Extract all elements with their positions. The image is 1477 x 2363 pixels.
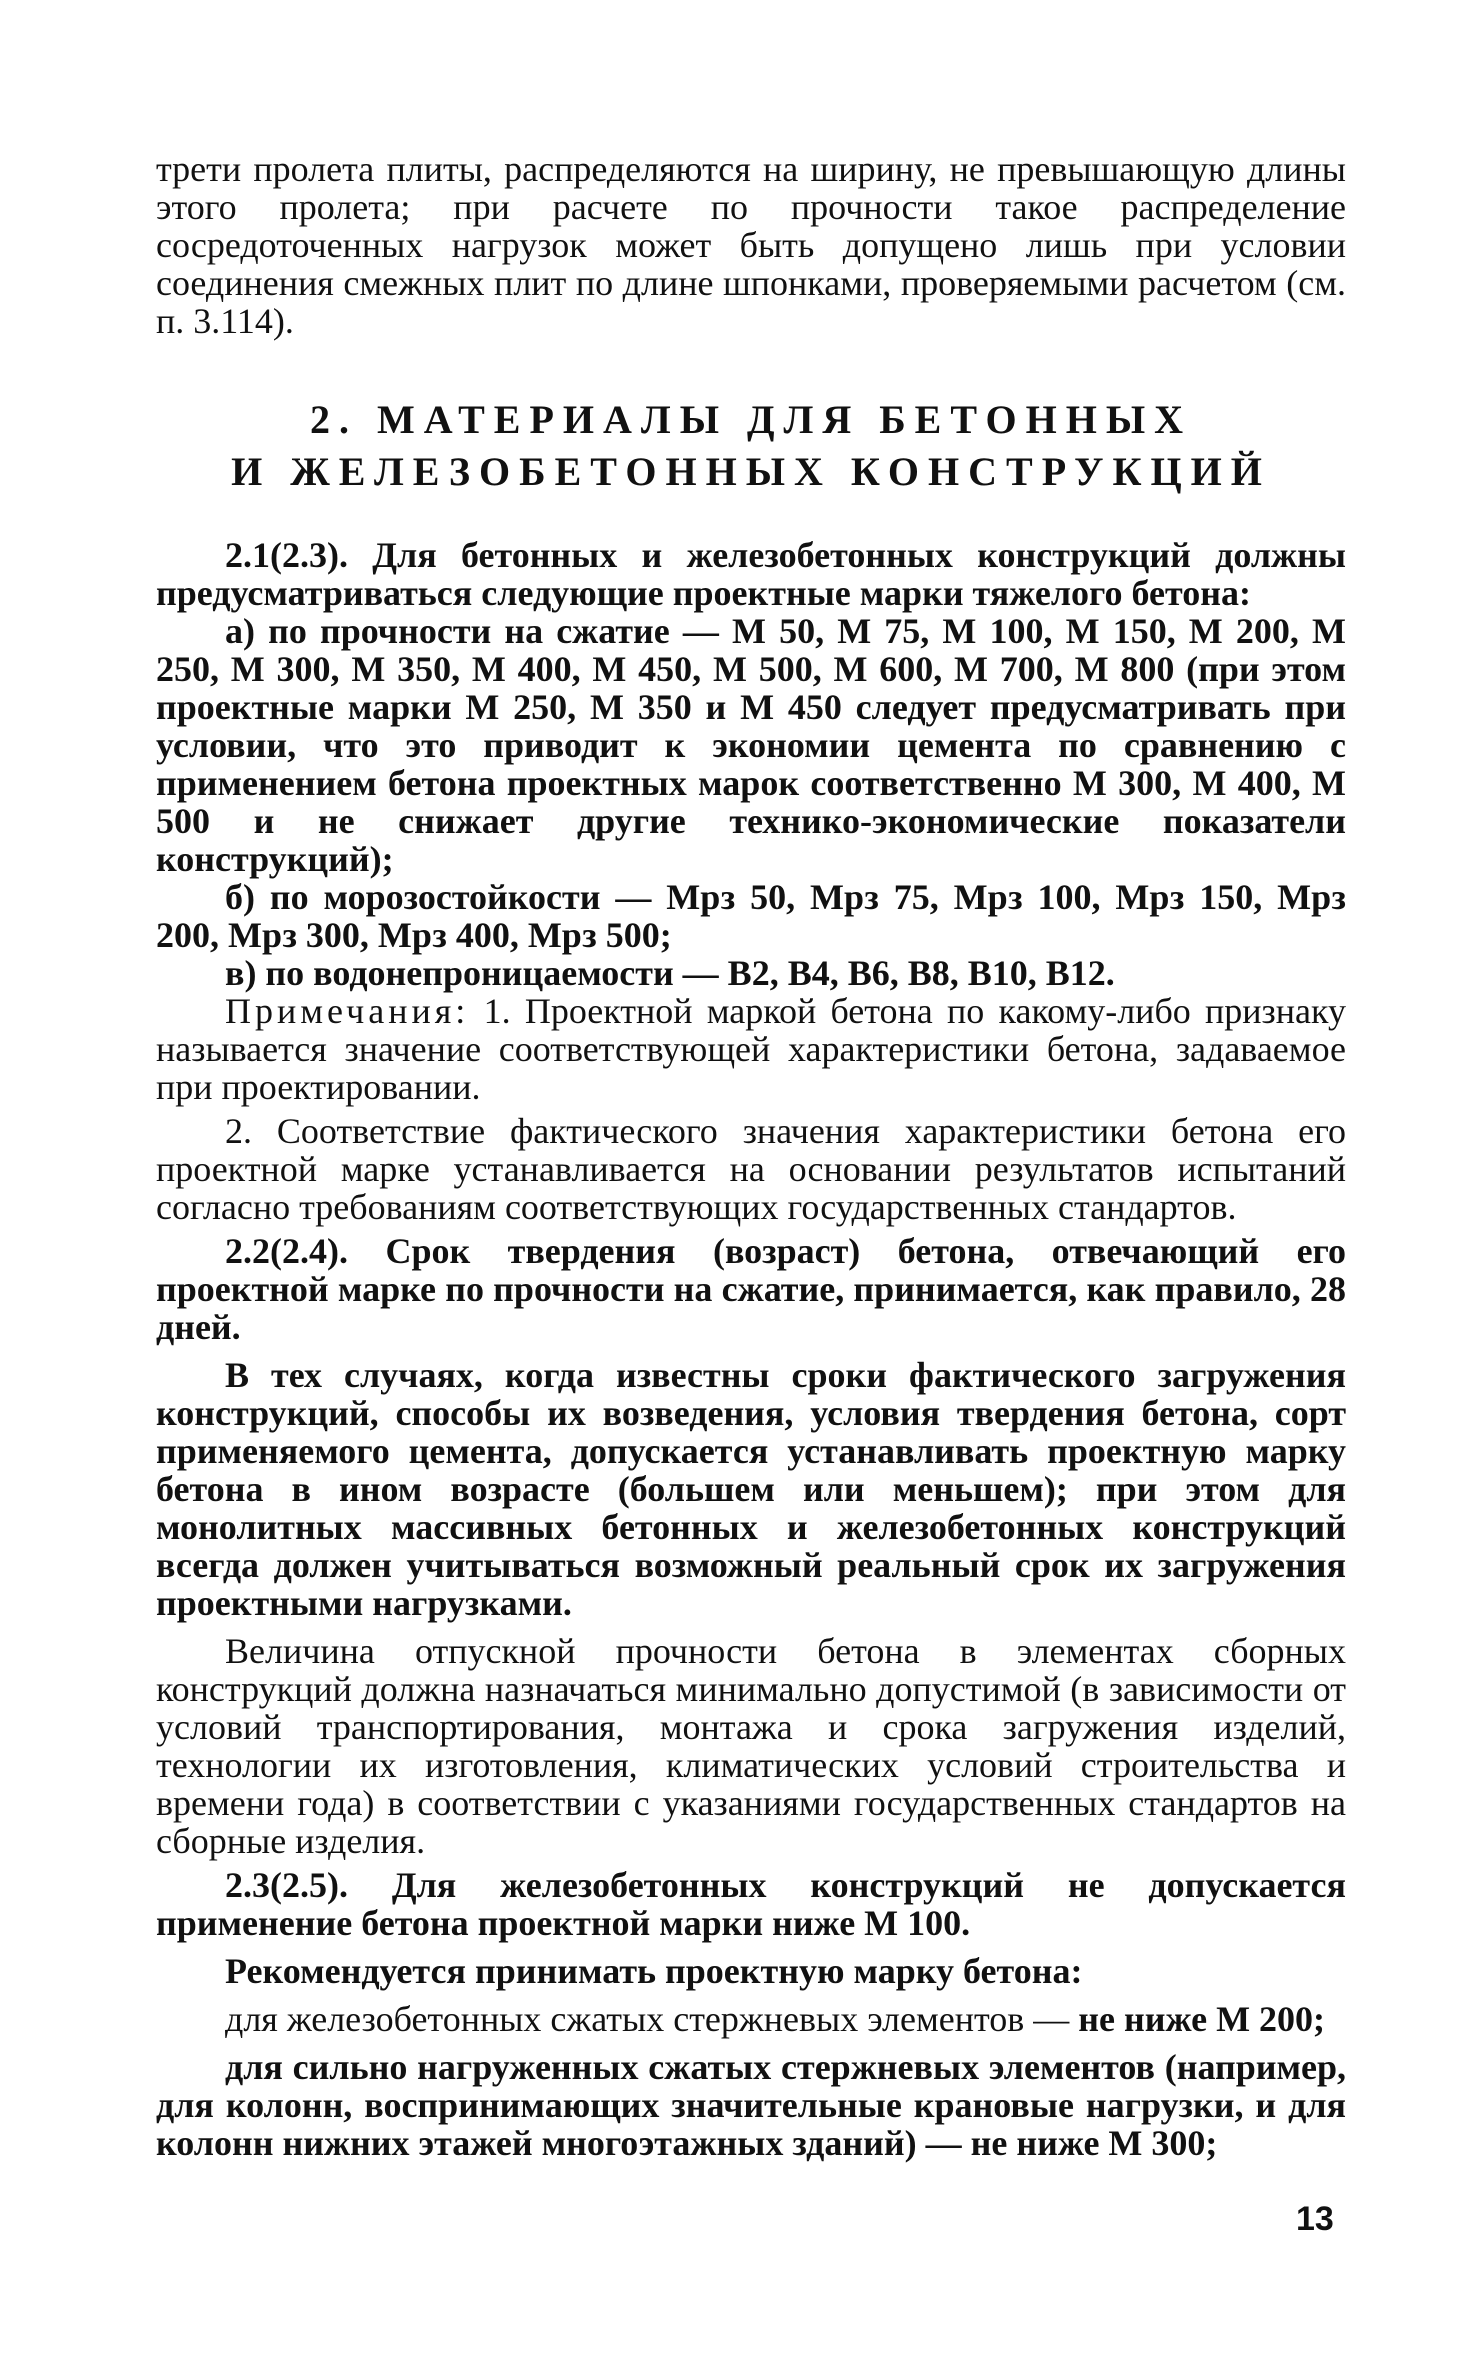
recommendation-heavy-grade: не ниже М 300;	[970, 2123, 1218, 2163]
clause-2-1-b: б) по морозостойкости — Мрз 50, Мрз 75, Мрз 100, Мрз 150, Мрз 200, Мрз 300, Мрз 400, Мрз 500;	[156, 877, 1346, 955]
page-number: 13	[1296, 2200, 1334, 2238]
note-label: Примечания:	[225, 991, 470, 1031]
note-2: 2. Соответствие фактического значения характеристики бетона его проектной марке устанавливается на основании результатов испытаний согласно требованиям соответствующих государственных стандартов.	[156, 1111, 1346, 1227]
recommendation-lead: Рекомендуется принимать проектную марку бетона:	[225, 1951, 1083, 1991]
clause-2-1-a: а) по прочности на сжатие — М 50, М 75, М 100, М 150, М 200, М 250, М 300, М 350, М 400, М 450, М 500, М 600, М 700, М 800 (при этом проектные марки М 250, М 350 и М 450 следует предусматривать при условии, что это приводит к экономии цемента по сравнению с применением бетона проектных марок соответственно М 300, М 400, М 500 и не снижает другие технико-экономические показатели конструкций);	[156, 611, 1346, 879]
note-1	[156, 992, 1346, 1106]
recommendation-heavy-lead: для сильно нагруженных сжатых стержневых элементов (например, для колонн, воспринимающих значительные крановые нагрузки, и для колонн нижних этажей многоэтажных зданий) —	[156, 2047, 1346, 2163]
section-heading-line-1: 2. МАТЕРИАЛЫ ДЛЯ БЕТОННЫХ	[310, 397, 1192, 442]
clause-2-2-release-strength: Величина отпускной прочности бетона в элементах сборных конструкций должна назначаться минимально допустимой (в зависимости от условий транспортирования, монтажа и срока загружения изделий, технологии их изготовления, климатических условий строительства и времени года) в соответствии с указаниями государственных стандартов на сборные изделия.	[156, 1631, 1346, 1861]
section-heading	[156, 394, 1346, 498]
recommendation-compressed	[156, 2000, 1346, 2038]
intro-paragraph: трети пролета плиты, распределяются на ширину, не превышающую длины этого пролета; при расчете по прочности такое распределение сосредоточенных нагрузок может быть допущено лишь при условии соединения смежных плит по длине шпонками, проверяемыми расчетом (см. п. 3.114).	[156, 149, 1346, 341]
section-heading-line-2: И ЖЕЛЕЗОБЕТОННЫХ КОНСТРУКЦИЙ	[231, 449, 1271, 494]
recommendation-heavy-loaded	[156, 2048, 1346, 2162]
clause-2-1: 2.1(2.3). Для бетонных и железобетонных конструкций должны предусматриваться следующие проектные марки тяжелого бетона:	[156, 535, 1346, 613]
clause-2-1-v: в) по водонепроницаемости — В2, В4, В6, В8, В10, В12.	[225, 953, 1115, 993]
clause-2-2-cases: В тех случаях, когда известны сроки фактического загружения конструкций, способы их возведения, условия твердения бетона, сорт применяемого цемента, допускается устанавливать проектную марку бетона в ином возрасте (большем или меньшем); при этом для монолитных массивных бетонных и железобетонных конструкций всегда должен учитываться возможный реальный срок их загружения проектными нагрузками.	[156, 1355, 1346, 1623]
page-body	[156, 150, 1346, 2162]
clause-2-2: 2.2(2.4). Срок твердения (возраст) бетона, отвечающий его проектной марке по прочности на сжатие, принимается, как правило, 28 дней.	[156, 1231, 1346, 1347]
recommendation-compressed-grade: не ниже М 200;	[1078, 1999, 1326, 2039]
recommendation-compressed-lead: для железобетонных сжатых стержневых элементов —	[225, 1999, 1079, 2039]
clause-2-3: 2.3(2.5). Для железобетонных конструкций не допускается применение бетона проектной марки ниже М 100.	[156, 1865, 1346, 1943]
note-1-text: 1. Проектной маркой бетона по какому-либо признаку называется значение соответствующей характеристики бетона, задаваемое при проектировании.	[156, 991, 1346, 1107]
